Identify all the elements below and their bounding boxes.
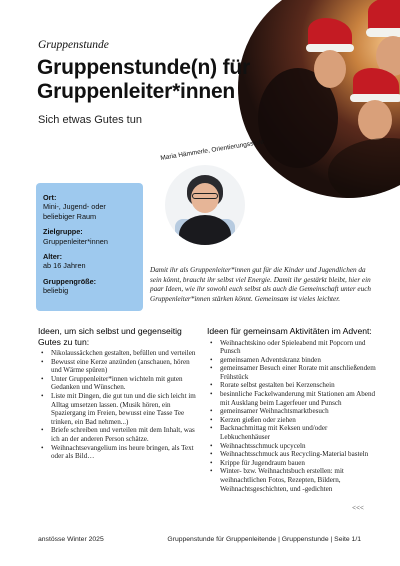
advent-heading: Ideen für gemeinsam Aktivitäten im Advent: bbox=[207, 326, 372, 336]
info-age bbox=[43, 252, 136, 271]
back-arrows: <<< bbox=[352, 504, 364, 512]
list-item: • Rorate selbst gestalten bei Kerzenschein bbox=[207, 381, 377, 390]
page-subtitle: Sich etwas Gutes tun bbox=[38, 114, 142, 126]
self-care-list bbox=[38, 349, 198, 461]
list-item: • besinnliche Fackelwanderung mit Stationen am Abend mit Ausklang beim Lagerfeuer und Punsch bbox=[207, 390, 377, 407]
list-item: • Krippe für Jugendraum bauen bbox=[207, 459, 377, 468]
list-item: • Unter Gruppenleiter*innen wichteln mit guten Gedanken und Wünschen. bbox=[38, 375, 198, 392]
footer-page-info: Gruppenstunde für Gruppenleitende | Gruppenstunde | Seite 1/1 bbox=[167, 536, 361, 543]
info-size bbox=[43, 277, 136, 296]
list-item: • gemeinsamer Weihnachtsmarktbesuch bbox=[207, 407, 377, 416]
list-item: • Liste mit Dingen, die gut tun und die sich leicht im Alltag umsetzen lassen. (Musik hören, ein Spaziergang im Freien, bewusst eine Tasse Tee trinken, ein Bad nehmen...) bbox=[38, 392, 198, 426]
list-item: • Backnachmittag mit Keksen und/oder Lebkuchenhäuser bbox=[207, 424, 377, 441]
info-size-label: Gruppengröße: bbox=[43, 276, 97, 286]
list-item: • Winter- bzw. Weihnachtsbuch erstellen: mit weihnachtlichen Fotos, Rezepten, Bildern, Weihnachtsgeschichten, und -gedichten bbox=[207, 467, 377, 493]
info-box bbox=[36, 183, 143, 311]
page-title: Gruppenstunde(n) für Gruppenleiter*innen bbox=[37, 56, 250, 103]
info-location bbox=[43, 193, 136, 221]
info-target bbox=[43, 227, 136, 246]
advent-list bbox=[207, 339, 377, 494]
list-item: • Briefe schreiben und verteilen mit dem Inhalt, was ich an der anderen Person schätze. bbox=[38, 426, 198, 443]
self-care-heading: Ideen, um sich selbst und gegenseitig Gutes zu tun: bbox=[38, 326, 182, 347]
list-item: • Weihnachtsevangelium ins heure bringen, als Text oder als Bild… bbox=[38, 444, 198, 461]
author-portrait bbox=[165, 165, 245, 245]
self-care-ideas bbox=[38, 326, 198, 461]
section-kicker: Gruppenstunde bbox=[38, 39, 109, 51]
info-location-value: Mini-, Jugend- oder beliebiger Raum bbox=[43, 202, 106, 221]
advent-activity-ideas bbox=[207, 326, 377, 493]
list-item: • Weihnachtsschmuck upcyceln bbox=[207, 442, 377, 451]
list-item: • Nikolaussäckchen gestalten, befüllen und verteilen bbox=[38, 349, 198, 358]
list-item: • Bewusst eine Kerze anzünden (anschauen, hören und Wärme spüren) bbox=[38, 358, 198, 375]
author-caption: Maria Hämmerle, Orientierungsstufe bbox=[160, 138, 265, 162]
info-location-label: Ort: bbox=[43, 193, 57, 202]
info-size-value: beliebig bbox=[43, 286, 69, 296]
list-item: • Weihnachtskino oder Spieleabend mit Popcorn und Punsch bbox=[207, 339, 377, 356]
footer-publication: anstösse Winter 2025 bbox=[38, 536, 104, 543]
list-item: • gemeinsamer Besuch einer Rorate mit anschließendem Frühstück bbox=[207, 364, 377, 381]
info-target-value: Gruppenleiter*innen bbox=[43, 236, 108, 246]
intro-text: Damit ihr als Gruppenleiter*innen gut für die Kinder und Jugendlichen da sein könnt, braucht ihr selbst viel Energie. Damit ihr gestärkt bleibt, hier ein paar Ideen, wie ihr sowohl euch selbst als auch die Gemeinschaft unter euch Gruppenleiter*innen stärken könnt. Gemeinsam ist vieles leichter. bbox=[150, 266, 371, 303]
info-age-value: ab 16 Jahren bbox=[43, 261, 86, 271]
info-target-label: Zielgruppe: bbox=[43, 227, 83, 237]
list-item: • Weihnachtsschmuck aus Recycling-Material basteln bbox=[207, 450, 377, 459]
info-age-label: Alter: bbox=[43, 252, 63, 262]
list-item: • gemeinsamen Adventskranz binden bbox=[207, 356, 377, 365]
list-item: • Kerzen gießen oder ziehen bbox=[207, 416, 377, 425]
